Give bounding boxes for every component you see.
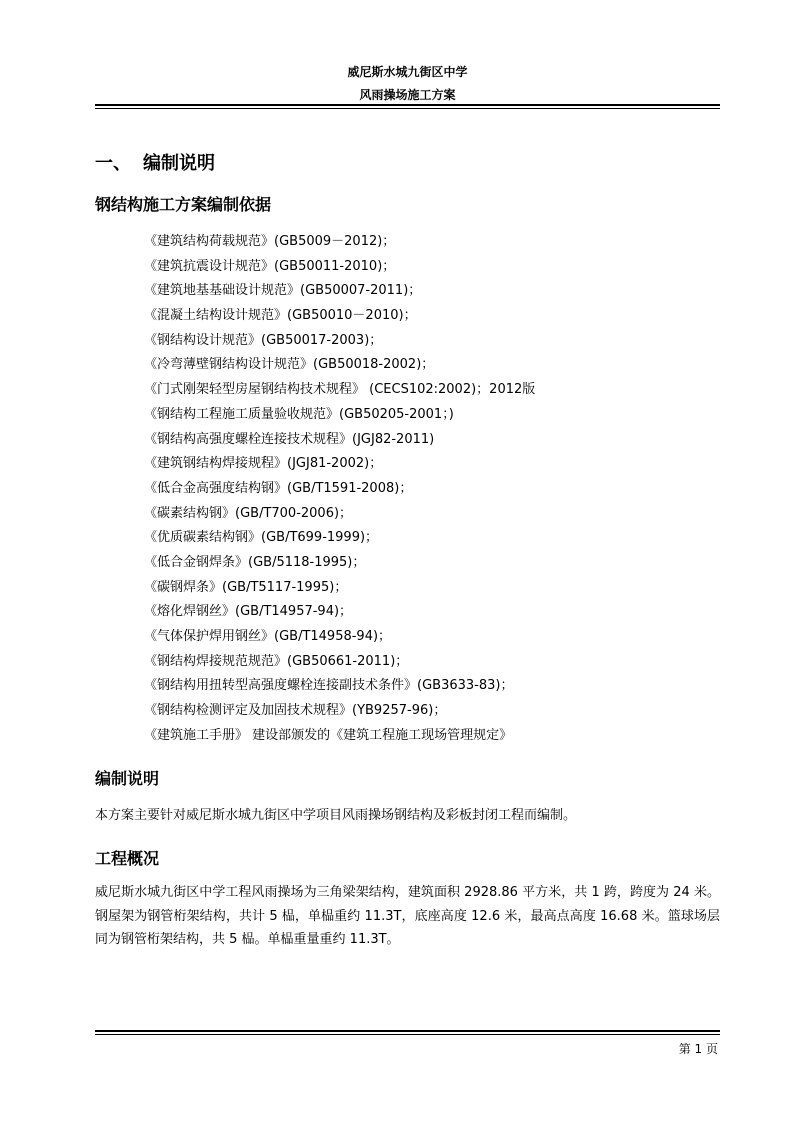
list-item: 《冷弯薄壁钢结构设计规范》(GB50018-2002)； xyxy=(144,357,435,373)
list-item: 《建筑施工手册》 建设部颁发的《建筑工程施工现场管理规定》 xyxy=(144,727,513,743)
overview-paragraph: 威尼斯水城九街区中学工程风雨操场为三角梁架结构，建筑面积 2928.86 平方米，共 1 跨，跨度为 24 米。钢屋架为钢管桁架结构，共计 5 榀，单榀重约 11.3T，底座高度 12.6 米，最高点高度 16.68 米。篮球场层同为钢管桁架结构，共 5 榀。单榀重量重约 11.3T。 xyxy=(95,885,720,947)
list-item: 《建筑地基基础设计规范》(GB50007-2011)； xyxy=(144,283,422,299)
standards-list xyxy=(144,230,535,748)
list-item: 《碳素结构钢》(GB/T700-2006)； xyxy=(144,505,353,521)
list-item: 《钢结构工程施工质量验收规范》(GB50205-2001；) xyxy=(144,406,454,422)
list-item: 《建筑结构荷载规范》(GB5009－2012)； xyxy=(144,234,396,249)
list-item: 《混凝土结构设计规范》(GB50010－2010)； xyxy=(144,308,417,324)
basis-heading: 钢结构施工方案编制依据 xyxy=(95,195,272,214)
section-number: 一、 xyxy=(95,153,131,174)
notes-paragraph: 本方案主要针对威尼斯水城九街区中学项目风雨操场钢结构及彩板封闭工程而编制。 xyxy=(95,808,577,823)
list-item: 《熔化焊钢丝》(GB/T14957-94)； xyxy=(144,604,353,620)
list-item: 《建筑钢结构焊接规程》(JGJ81-2002)； xyxy=(144,456,383,472)
list-item: 《低合金高强度结构钢》(GB/T1591-2008)； xyxy=(144,480,413,496)
list-item: 《钢结构用扭转型高强度螺栓连接副技术条件》(GB3633-83)； xyxy=(144,678,514,694)
list-item: 《钢结构高强度螺栓连接技术规程》(JGJ82-2011) xyxy=(144,431,435,447)
list-item: 《门式刚架轻型房屋钢结构技术规程》 (CECS102:2002)；2012版 xyxy=(144,382,536,398)
list-item: 《钢结构设计规范》(GB50017-2003)； xyxy=(144,332,383,348)
header-rule-thick xyxy=(95,104,720,106)
list-item: 《优质碳素结构钢》(GB/T699-1999)； xyxy=(144,530,379,546)
list-item: 《钢结构焊接规范规范》(GB50661-2011)； xyxy=(144,653,409,669)
header-document-title: 风雨操场施工方案 xyxy=(359,88,456,102)
footer-rule-thick xyxy=(95,1030,720,1032)
header-school-name: 威尼斯水城九街区中学 xyxy=(347,65,468,79)
list-item: 《钢结构检测评定及加固技术规程》(YB9257-96)； xyxy=(144,703,447,719)
section-title: 编制说明 xyxy=(143,153,215,174)
list-item: 《气体保护焊用钢丝》(GB/T14958-94)； xyxy=(144,629,392,644)
notes-heading: 编制说明 xyxy=(95,769,160,788)
section-heading xyxy=(95,149,215,175)
page-number: 第 1 页 xyxy=(678,1042,718,1056)
list-item: 《碳钢焊条》(GB/T5117-1995)； xyxy=(144,579,348,595)
header-rule-thin xyxy=(95,108,720,109)
overview-heading: 工程概况 xyxy=(95,849,160,868)
list-item: 《建筑抗震设计规范》(GB50011-2010)； xyxy=(144,258,396,274)
footer-rule-thin xyxy=(95,1034,720,1035)
list-item: 《低合金钢焊条》(GB/5118-1995)； xyxy=(144,554,366,570)
